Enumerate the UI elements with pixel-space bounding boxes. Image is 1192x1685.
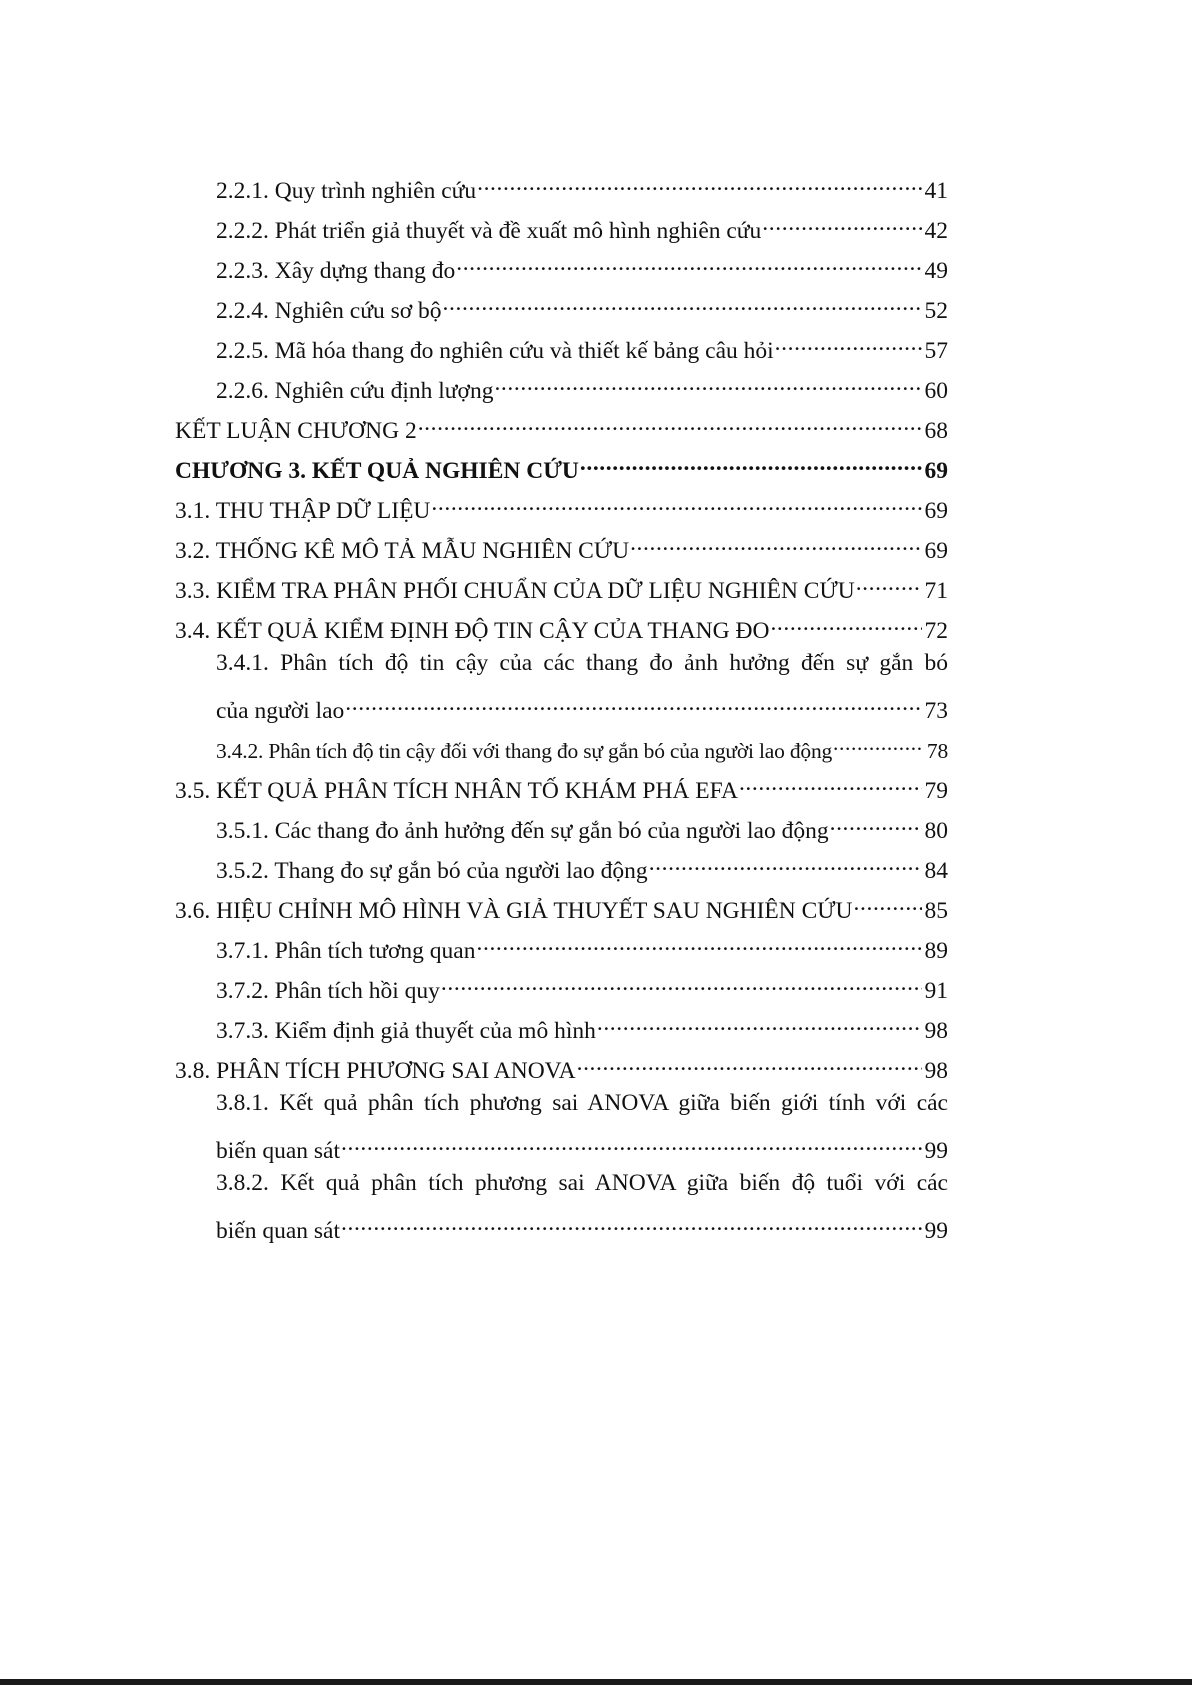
dot-leader (770, 608, 922, 638)
toc-entry-title: 3.6. HIỆU CHỈNH MÔ HÌNH VÀ GIẢ THUYẾT SAU NGHIÊN CỨU (175, 898, 853, 924)
toc-entry[interactable] (175, 528, 948, 564)
toc-entry[interactable] (216, 1208, 948, 1244)
toc-entry-title: biến quan sát (216, 1218, 340, 1244)
toc-entry-title: 3.5. KẾT QUẢ PHÂN TÍCH NHÂN TỐ KHÁM PHÁ EFA (175, 778, 738, 804)
toc-page-number: 99 (924, 1218, 948, 1244)
toc-page-number: 73 (924, 698, 948, 724)
toc-page-number: 42 (924, 218, 948, 244)
dot-leader (856, 568, 922, 598)
toc-entry[interactable] (216, 248, 948, 284)
toc-page-number: 98 (924, 1058, 948, 1084)
dot-leader (345, 688, 922, 718)
toc-entry[interactable] (216, 688, 948, 724)
toc-entry[interactable] (175, 888, 948, 924)
toc-page-number: 84 (924, 858, 948, 884)
toc-entry-title: 2.2.4. Nghiên cứu sơ bộ (216, 298, 442, 324)
toc-entry[interactable] (216, 288, 948, 324)
toc-page-number: 89 (924, 938, 948, 964)
toc-entry[interactable] (175, 488, 948, 524)
toc-entry-title: 3.8. PHÂN TÍCH PHƯƠNG SAI ANOVA (175, 1058, 576, 1084)
toc-entry-title: 2.2.5. Mã hóa thang đo nghiên cứu và thiết kế bảng câu hỏi (216, 338, 774, 364)
toc-entry[interactable] (216, 968, 948, 1004)
toc-entry-wrapped-first-line[interactable] (216, 1168, 948, 1198)
dot-leader (431, 488, 922, 518)
toc-entry-title: 3.4.2. Phân tích độ tin cậy đối với thang đo sự gắn bó của người lao động (216, 739, 833, 763)
toc-page-number: 49 (924, 258, 948, 284)
toc-entry[interactable] (216, 328, 948, 364)
dot-leader (441, 968, 922, 998)
toc-entry[interactable] (175, 768, 948, 804)
toc-page-number: 72 (924, 618, 948, 644)
toc-entry-title: 3.8.2. Kết quả phân tích phương sai ANOVA giữa biến độ tuổi với các (216, 1170, 948, 1196)
dot-leader (477, 928, 923, 958)
toc-page-number: 85 (924, 898, 948, 924)
dot-leader (739, 768, 922, 798)
toc-entry-title: 3.4.1. Phân tích độ tin cậy của các thang đo ảnh hưởng đến sự gắn bó (216, 650, 948, 676)
toc-page-number: 60 (924, 378, 948, 404)
toc-page-number: 98 (924, 1018, 948, 1044)
dot-leader (418, 408, 922, 438)
dot-leader (341, 1128, 922, 1158)
toc-entry-title: biến quan sát (216, 1138, 340, 1164)
dot-leader (341, 1208, 922, 1238)
toc-entry-title: của người lao (216, 698, 345, 724)
toc-entry-title: 3.2. THỐNG KÊ MÔ TẢ MẪU NGHIÊN CỨU (175, 538, 630, 564)
dot-leader (494, 368, 922, 398)
toc-entry-title: 3.8.1. Kết quả phân tích phương sai ANOVA giữa biến giới tính với các (216, 1090, 948, 1116)
toc-page-number: 69 (924, 498, 948, 524)
toc-entry[interactable] (216, 1128, 948, 1164)
toc-page-number: 68 (924, 418, 948, 444)
toc-entry[interactable] (216, 1008, 948, 1044)
toc-entry-wrapped-first-line[interactable] (216, 1088, 948, 1118)
toc-entry[interactable] (216, 368, 948, 404)
toc-entry-title: 3.7.1. Phân tích tương quan (216, 938, 476, 964)
dot-leader (775, 328, 922, 358)
dot-leader (833, 728, 922, 758)
toc-entry-title: 3.7.3. Kiểm định giả thuyết của mô hình (216, 1018, 596, 1044)
toc-entry[interactable] (216, 728, 948, 763)
dot-leader (580, 448, 922, 478)
toc-entry-wrapped-first-line[interactable] (216, 648, 948, 678)
toc-entry-title: 2.2.2. Phát triển giả thuyết và đề xuất mô hình nghiên cứu (216, 218, 762, 244)
toc-entry-title: KẾT LUẬN CHƯƠNG 2 (175, 418, 417, 444)
dot-leader (456, 248, 922, 278)
toc-entry-title: CHƯƠNG 3. KẾT QUẢ NGHIÊN CỨU (175, 458, 579, 484)
toc-entry[interactable] (216, 208, 948, 244)
toc-entry[interactable] (216, 848, 948, 884)
toc-entry-title: 3.3. KIỂM TRA PHÂN PHỐI CHUẨN CỦA DỮ LIỆU NGHIÊN CỨU (175, 578, 855, 604)
toc-page-number: 80 (924, 818, 948, 844)
toc-entry[interactable] (175, 568, 948, 604)
dot-leader (649, 848, 922, 878)
toc-page-number: 91 (924, 978, 948, 1004)
toc-entry-title: 3.4. KẾT QUẢ KIỂM ĐỊNH ĐỘ TIN CẬY CỦA THANG ĐO (175, 618, 770, 644)
toc-entry[interactable] (175, 608, 948, 644)
dot-leader (577, 1048, 922, 1078)
toc-page-number: 69 (924, 538, 948, 564)
toc-page-number: 41 (924, 178, 948, 204)
toc-entry-title: 3.5.2. Thang đo sự gắn bó của người lao động (216, 858, 648, 884)
dot-leader (597, 1008, 922, 1038)
toc-entry-title: 3.1. THU THẬP DỮ LIỆU (175, 498, 431, 524)
toc-entry[interactable] (175, 1048, 948, 1084)
page-bottom-edge (0, 1679, 1192, 1685)
dot-leader (477, 168, 922, 198)
toc-entry-title: 3.5.1. Các thang đo ảnh hưởng đến sự gắn bó của người lao động (216, 818, 829, 844)
toc-chapter-entry[interactable] (175, 448, 948, 484)
toc-page-number: 52 (924, 298, 948, 324)
toc-page-number: 79 (924, 778, 948, 804)
dot-leader (630, 528, 922, 558)
dot-leader (762, 208, 922, 238)
toc-entry[interactable] (216, 168, 948, 204)
toc-entry-title: 3.7.2. Phân tích hồi quy (216, 978, 440, 1004)
dot-leader (443, 288, 922, 318)
toc-entry-title: 2.2.1. Quy trình nghiên cứu (216, 178, 477, 204)
toc-page-number: 71 (924, 578, 948, 604)
toc-page-number: 57 (924, 338, 948, 364)
toc-entry[interactable] (216, 928, 948, 964)
toc-entry-title: 2.2.6. Nghiên cứu định lượng (216, 378, 494, 404)
toc-entry[interactable] (175, 408, 948, 444)
toc-page-number: 78 (926, 739, 948, 763)
dot-leader (830, 808, 922, 838)
toc-page-number: 99 (924, 1138, 948, 1164)
toc-entry-title: 2.2.3. Xây dựng thang đo (216, 258, 456, 284)
toc-page-number: 69 (924, 458, 948, 484)
dot-leader (854, 888, 922, 918)
toc-entry[interactable] (216, 808, 948, 844)
